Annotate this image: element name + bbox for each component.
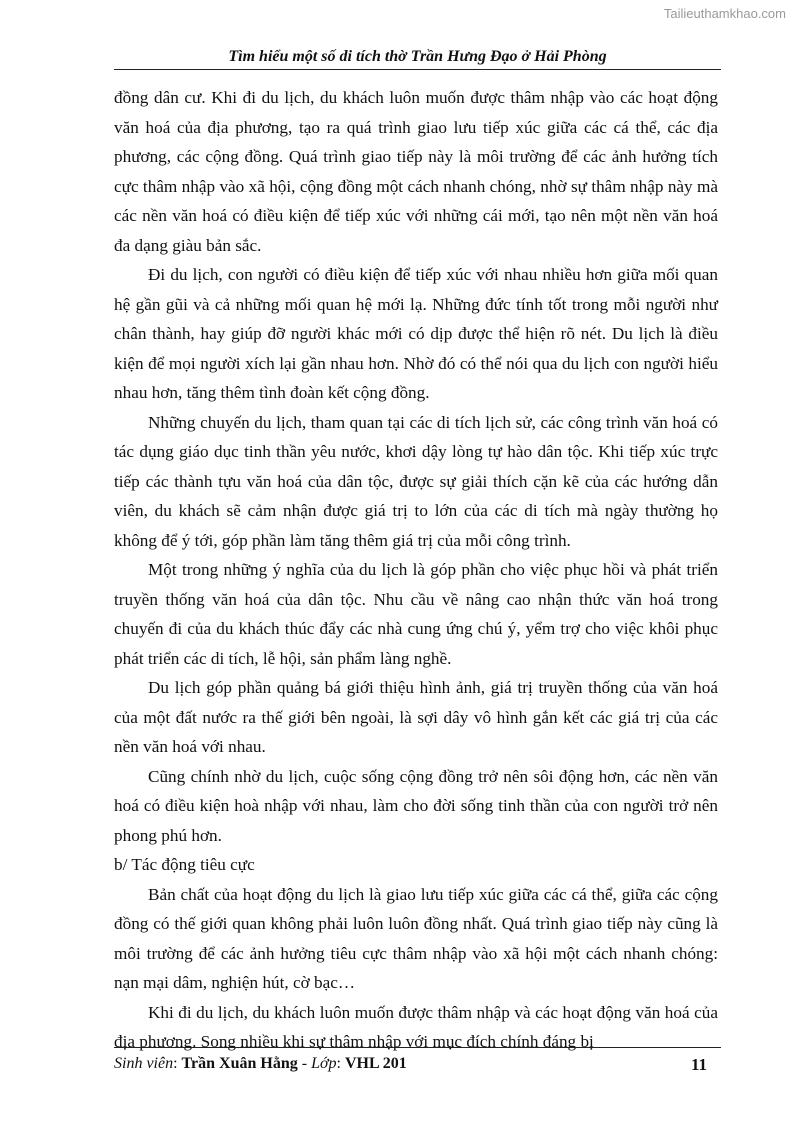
class-label: Lớp: [311, 1055, 337, 1072]
paragraph: Những chuyến du lịch, tham quan tại các di tích lịch sử, các công trình văn hoá có tác dụng giáo dục tinh thần yêu nước, khơi dậy lòng tự hào dân tộc. Khi tiếp xúc trực tiếp các thành tựu văn hoá của dân tộc, được sự giải thích cặn kẽ của các hướng dẫn viên, du khách sẽ cảm nhận được giá trị to lớn của các di tích mà ngày thường họ không để ý tới, góp phần làm tăng thêm giá trị của mỗi công trình.: [114, 412, 718, 550]
paragraph: Đi du lịch, con người có điều kiện để tiếp xúc với nhau nhiều hơn giữa mối quan hệ gần gũi và cả những mối quan hệ mới lạ. Những đức tính tốt trong mỗi người như chân thành, hay giúp đỡ người khác mới có dịp được thể hiện rõ nét. Du lịch là điều kiện để mọi người xích lại gần nhau hơn. Nhờ đó có thể nói qua du lịch con người hiểu nhau hơn, tăng thêm tình đoàn kết cộng đồng.: [114, 265, 718, 402]
page-number: 11: [690, 1055, 707, 1074]
page-footer: Sinh viên: Trần Xuân Hằng - Lớp: VHL 201 11: [114, 1055, 707, 1074]
page-header-title: Tìm hiểu một số di tích thờ Trần Hưng Đạo ở Hải Phòng: [228, 48, 607, 65]
paragraph: Một trong những ý nghĩa của du lịch là góp phần cho việc phục hồi và phát triển truyền thống văn hoá của dân tộc. Nhu cầu về nâng cao nhận thức văn hoá trong chuyến đi của du khách thúc đẩy các nhà cung ứng chú ý, yểm trợ cho việc khôi phục phát triển các di tích, lễ hội, sản phẩm làng nghề.: [114, 560, 718, 668]
paragraph: Bản chất của hoạt động du lịch là giao lưu tiếp xúc giữa các cá thể, giữa các cộng đồng có thế giới quan không phải luôn luôn đồng nhất. Quá trình giao tiếp này cũng là môi trường để các ảnh hưởng tiêu cực thâm nhập vào xã hội một cách nhanh chóng: nạn mại dâm, nghiện hút, cờ bạc…: [114, 884, 718, 992]
student-name: Trần Xuân Hằng: [181, 1055, 298, 1072]
header-divider: [114, 69, 721, 70]
paragraph: Du lịch góp phần quảng bá giới thiệu hình ảnh, giá trị truyền thống của văn hoá của một đất nước ra thế giới bên ngoài, là sợi dây vô hình gắn kết các giá trị của các nền văn hoá với nhau.: [114, 678, 718, 756]
paragraph: đồng dân cư. Khi đi du lịch, du khách luôn muốn được thâm nhập vào các hoạt động văn hoá của địa phương, tạo ra quá trình giao lưu tiếp xúc giữa các cá thể, các địa phương, các cộng đồng. Quá trình giao tiếp này là môi trường để các ảnh hưởng tích cực thâm nhập vào xã hội, cộng đồng một cách nhanh chóng, nhờ sự thâm nhập này mà các nền văn hoá có điều kiện để tiếp xúc với những cái mới, tạo nên một nền văn hoá đa dạng giàu bản sắc.: [114, 88, 718, 255]
student-label: Sinh viên: [114, 1055, 174, 1072]
section-heading: b/ Tác động tiêu cực: [114, 855, 255, 874]
class-name: VHL 201: [344, 1055, 407, 1072]
watermark: Tailieuthamkhao.com: [663, 6, 786, 21]
footer-divider: [114, 1047, 721, 1048]
paragraph: Khi đi du lịch, du khách luôn muốn được thâm nhập và các hoạt động văn hoá của địa phương. Song nhiều khi sự thâm nhập với mục đích chính đáng bị: [114, 1002, 718, 1051]
paragraph: Cũng chính nhờ du lịch, cuộc sống cộng đồng trở nên sôi động hơn, các nền văn hoá có điều kiện hoà nhập với nhau, làm cho đời sống tinh thần của con người trở nên phong phú hơn.: [114, 766, 718, 845]
body-text: [114, 83, 718, 1057]
